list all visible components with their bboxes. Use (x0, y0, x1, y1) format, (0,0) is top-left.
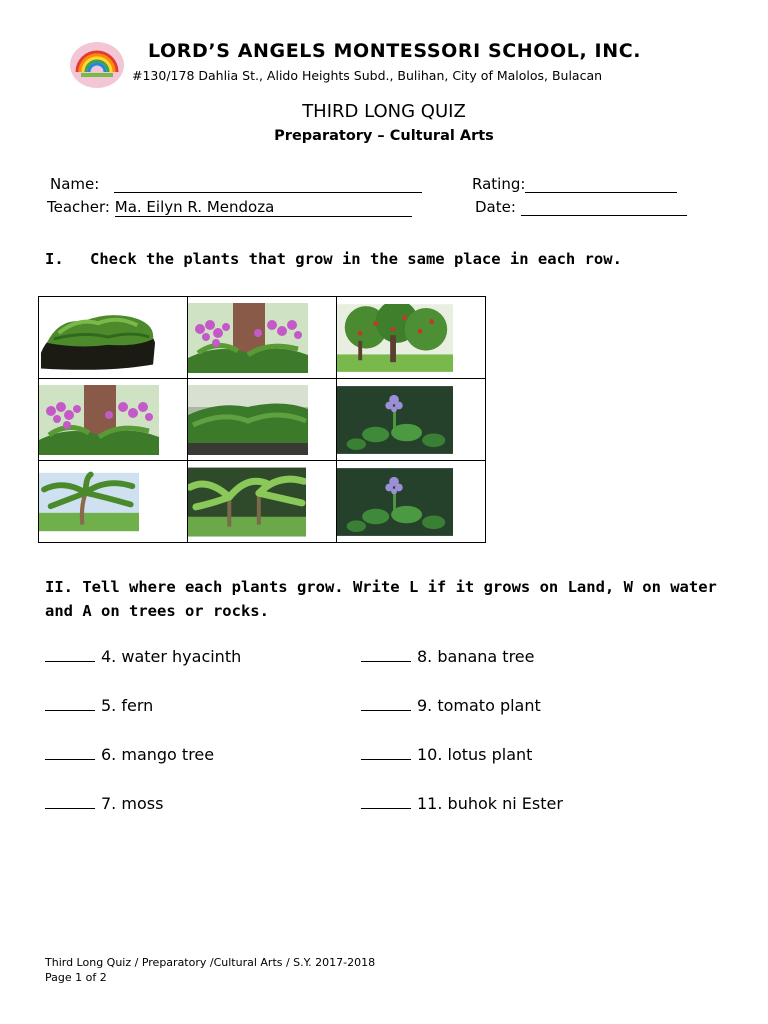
plant-cell[interactable] (188, 379, 337, 461)
answer-blank[interactable] (361, 745, 411, 760)
list-item (361, 696, 541, 715)
moss-picture (39, 303, 157, 373)
answer-blank[interactable] (45, 794, 95, 809)
mango-tree-picture (337, 304, 453, 372)
rating-field (472, 175, 677, 193)
plant-cell[interactable] (39, 297, 188, 379)
item-label: 10. lotus plant (417, 745, 533, 764)
list-item (45, 696, 153, 715)
school-address: #130/178 Dahlia St., Alido Heights Subd., Bulihan, City of Malolos, Bulacan (132, 68, 603, 83)
plant-cell[interactable] (188, 461, 337, 543)
item-label: 7. moss (101, 794, 164, 813)
rating-label: Rating: (472, 175, 526, 193)
list-item (361, 647, 534, 666)
plant-grid (38, 296, 486, 543)
plant-row-1 (39, 297, 486, 379)
rating-blank[interactable] (525, 177, 677, 193)
plant-cell[interactable] (337, 461, 486, 543)
water-hyacinth-picture (337, 384, 453, 456)
item-label: 4. water hyacinth (101, 647, 242, 666)
item-label: 9. tomato plant (417, 696, 541, 715)
plant-row-2 (39, 379, 486, 461)
water-hyacinth-picture (337, 466, 453, 538)
footer-page-number: Page 1 of 2 (45, 971, 107, 984)
school-name: LORD’S ANGELS MONTESSORI SCHOOL, INC. (148, 40, 642, 62)
answer-blank[interactable] (45, 745, 95, 760)
footer-course: Third Long Quiz / Preparatory /Cultural Arts / S.Y. 2017-2018 (45, 956, 376, 969)
item-label: 6. mango tree (101, 745, 215, 764)
item-label: 5. fern (101, 696, 154, 715)
quiz-title: THIRD LONG QUIZ (302, 101, 466, 122)
part2-instruction: II. Tell where each plants grow. Write L if it grows on Land, W on water and A on trees or rocks. (45, 578, 717, 620)
coconut-tree-picture (39, 464, 139, 540)
plant-cell[interactable] (337, 379, 486, 461)
fern-picture (188, 384, 308, 456)
teacher-value: Ma. Eilyn R. Mendoza (115, 198, 412, 217)
list-item (361, 794, 563, 813)
date-blank[interactable] (521, 200, 687, 216)
orchid-picture (188, 302, 308, 374)
date-label: Date: (475, 198, 516, 216)
plant-cell[interactable] (39, 379, 188, 461)
list-item (45, 794, 163, 813)
item-label: 8. banana tree (417, 647, 535, 666)
teacher-field (47, 198, 412, 217)
date-field (475, 198, 687, 216)
answer-blank[interactable] (45, 647, 95, 662)
answer-blank[interactable] (361, 696, 411, 711)
part1-number: I. (45, 250, 64, 268)
answer-blank[interactable] (361, 647, 411, 662)
orchid-picture (39, 384, 159, 456)
name-field (50, 175, 422, 193)
school-logo (68, 40, 126, 90)
plant-row-3 (39, 461, 486, 543)
teacher-label: Teacher: (47, 198, 110, 216)
part1-text: Check the plants that grow in the same place in each row. (90, 250, 622, 268)
part1-instruction (45, 250, 622, 268)
name-blank[interactable] (114, 177, 422, 193)
quiz-subtitle: Preparatory – Cultural Arts (274, 128, 494, 144)
plant-cell[interactable] (188, 297, 337, 379)
answer-blank[interactable] (45, 696, 95, 711)
banana-tree-picture (188, 467, 306, 537)
answer-blank[interactable] (361, 794, 411, 809)
name-label: Name: (50, 175, 100, 193)
item-label: 11. buhok ni Ester (417, 794, 563, 813)
list-item (45, 745, 214, 764)
plant-cell[interactable] (337, 297, 486, 379)
list-item (361, 745, 532, 764)
list-item (45, 647, 241, 666)
plant-cell[interactable] (39, 461, 188, 543)
